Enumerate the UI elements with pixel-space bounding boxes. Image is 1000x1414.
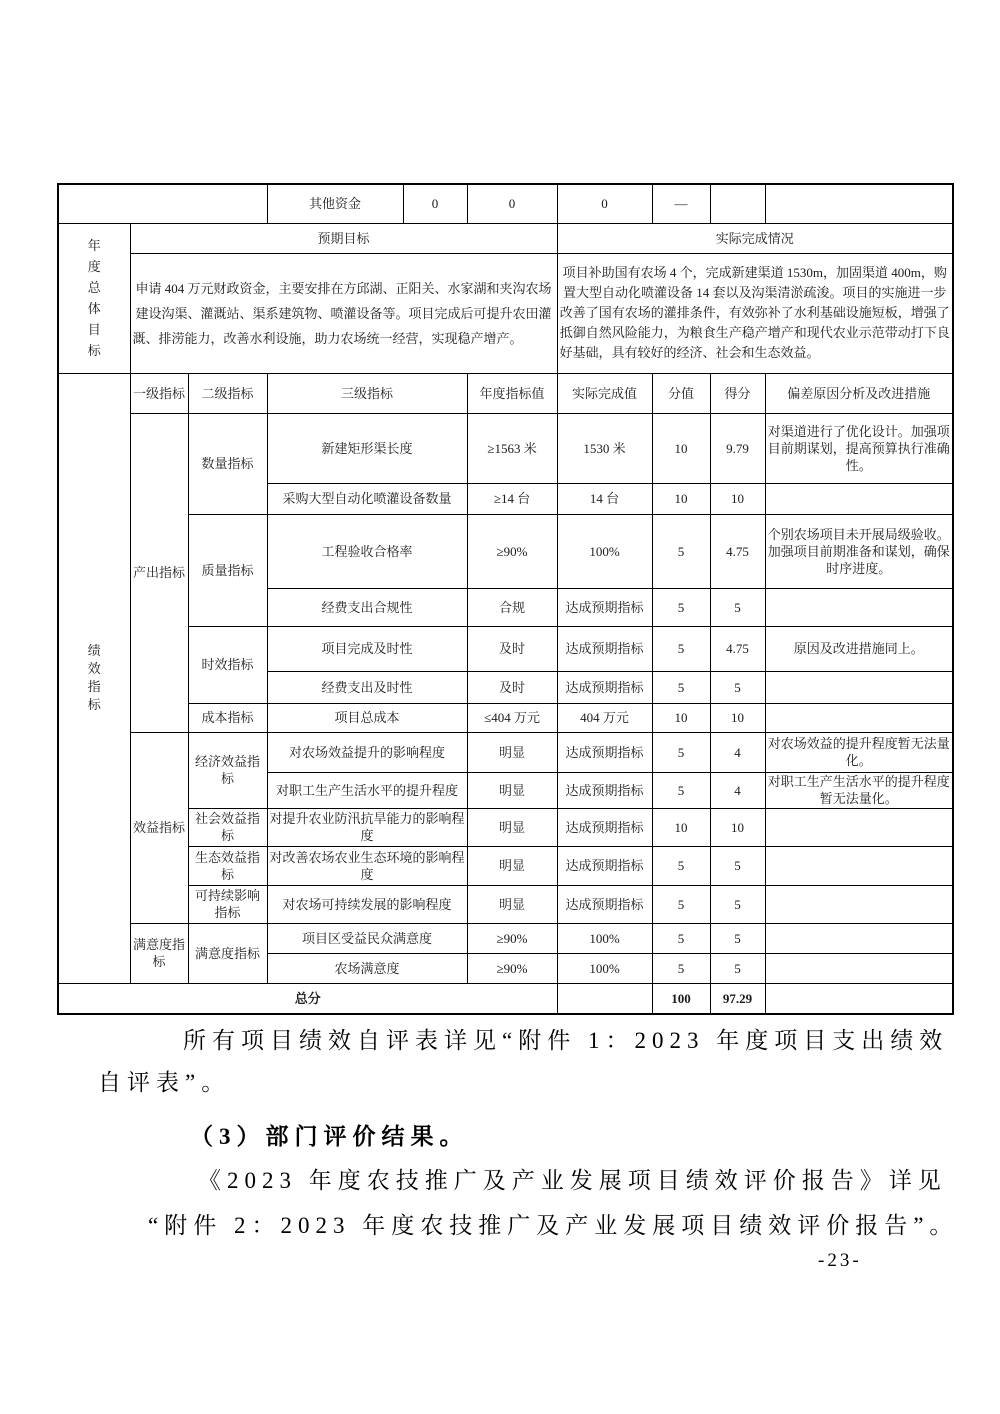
- indicator-actual: 达成预期指标: [557, 772, 652, 808]
- level2-timeliness: 时效指标: [188, 626, 267, 703]
- indicator-actual: 达成预期指标: [557, 588, 652, 626]
- funding-label: 其他资金: [267, 184, 403, 223]
- indicator-points: 10: [652, 483, 710, 514]
- indicator-score: 5: [710, 953, 765, 983]
- indicator-points: 5: [652, 671, 710, 703]
- indicator-target: ≥90%: [467, 953, 557, 983]
- indicator-points: 10: [652, 413, 710, 483]
- goal-actual-header: 实际完成情况: [557, 223, 953, 253]
- indicator-name: 对职工生产生活水平的提升程度: [267, 772, 467, 808]
- indicator-row: [58, 703, 953, 732]
- indicator-target: 明显: [467, 808, 557, 846]
- header-level2: 二级指标: [188, 373, 267, 413]
- funding-value-4: —: [652, 184, 710, 223]
- indicator-row: [58, 626, 953, 671]
- indicator-score: 4.75: [710, 626, 765, 671]
- performance-self-evaluation-table: [57, 183, 954, 1015]
- section-heading: （3）部门评价结果。: [190, 1124, 469, 1149]
- indicator-name: 经费支出及时性: [267, 671, 467, 703]
- goal-row-label: [58, 223, 130, 373]
- indicator-header-row: [58, 373, 953, 413]
- funding-row: [58, 184, 953, 223]
- header-target: 年度指标值: [467, 373, 557, 413]
- goal-expected-header: 预期目标: [130, 223, 557, 253]
- indicator-name: 对农场可持续发展的影响程度: [267, 885, 467, 923]
- indicator-score: 10: [710, 703, 765, 732]
- indicator-score: 5: [710, 885, 765, 923]
- header-points: 分值: [652, 373, 710, 413]
- indicator-target: 明显: [467, 732, 557, 772]
- indicator-row: [58, 885, 953, 923]
- indicator-deviation: [765, 953, 953, 983]
- indicator-score: 5: [710, 588, 765, 626]
- funding-value-3: 0: [557, 184, 652, 223]
- indicator-target: 明显: [467, 885, 557, 923]
- indicator-deviation: [765, 671, 953, 703]
- header-deviation: 偏差原因分析及改进措施: [765, 373, 953, 413]
- indicator-target: ≥1563 米: [467, 413, 557, 483]
- indicator-actual: 100%: [557, 953, 652, 983]
- indicator-points: 5: [652, 626, 710, 671]
- level1-satisfaction: 满意度指标: [130, 923, 188, 983]
- indicator-deviation: [765, 923, 953, 953]
- indicator-target: 明显: [467, 772, 557, 808]
- indicator-name: 农场满意度: [267, 953, 467, 983]
- header-actual: 实际完成值: [557, 373, 652, 413]
- indicator-points: 5: [652, 732, 710, 772]
- indicator-row: [58, 808, 953, 846]
- indicator-points: 5: [652, 885, 710, 923]
- total-label: 总分: [58, 983, 557, 1014]
- indicator-points: 5: [652, 846, 710, 885]
- header-level3: 三级指标: [267, 373, 467, 413]
- indicator-deviation: 对渠道进行了优化设计。加强项目前期谋划，提高预算执行准确性。: [765, 413, 953, 483]
- funding-empty-cell: [710, 184, 765, 223]
- funding-empty-cell: [765, 184, 953, 223]
- indicator-deviation: 对农场效益的提升程度暂无法量化。: [765, 732, 953, 772]
- indicator-score: 4.75: [710, 514, 765, 588]
- indicator-name: 新建矩形渠长度: [267, 413, 467, 483]
- indicator-target: 合规: [467, 588, 557, 626]
- paragraph-1-line-1: 所有项目绩效自评表详见“附件 1：2023 年度项目支出绩效: [183, 1028, 949, 1053]
- indicator-deviation: [765, 885, 953, 923]
- goal-expected-text: 申请 404 万元财政资金，主要安排在方邱湖、正阳关、水家湖和夹沟农场建设沟渠、灌溉站、渠系建筑物、喷灌设备等。项目完成后可提升农田灌溉、排涝能力，改善水利设施，助力农场统一经营，实现稳产增产。: [130, 253, 557, 373]
- level1-output: 产出指标: [130, 413, 188, 732]
- funding-value-1: 0: [403, 184, 467, 223]
- indicator-name: 对农场效益提升的影响程度: [267, 732, 467, 772]
- indicator-row: [58, 514, 953, 588]
- indicator-target: ≥14 台: [467, 483, 557, 514]
- goal-actual-text: 项目补助国有农场 4 个，完成新建渠道 1530m，加固渠道 400m，购置大型自动化喷灌设备 14 套以及沟渠清淤疏浚。项目的实施进一步改善了国有农场的灌排条件，有效弥补了水利基础设施短板，增强了抵御自然风险能力，为粮食生产稳产增产和现代农业示范带动打下良好基础，具有较好的经济、社会和生态效益。: [557, 253, 953, 373]
- indicator-actual: 达成预期指标: [557, 732, 652, 772]
- indicator-score: 5: [710, 671, 765, 703]
- indicator-actual: 达成预期指标: [557, 885, 652, 923]
- indicator-score: 4: [710, 772, 765, 808]
- indicator-target: ≤404 万元: [467, 703, 557, 732]
- indicator-deviation: 原因及改进措施同上。: [765, 626, 953, 671]
- indicator-actual: 100%: [557, 923, 652, 953]
- goal-row-label-text: 年度总体目标: [87, 238, 101, 358]
- indicator-deviation: [765, 483, 953, 514]
- indicator-score: 9.79: [710, 413, 765, 483]
- header-level1: 一级指标: [130, 373, 188, 413]
- goal-text-row: [58, 253, 953, 373]
- indicator-points: 10: [652, 808, 710, 846]
- indicator-target: 明显: [467, 846, 557, 885]
- indicator-actual: 达成预期指标: [557, 626, 652, 671]
- indicator-deviation: 个别农场项目未开展局级验收。加强项目前期准备和谋划，确保时序进度。: [765, 514, 953, 588]
- goal-header-row: [58, 223, 953, 253]
- indicator-deviation: 对职工生产生活水平的提升程度暂无法量化。: [765, 772, 953, 808]
- total-row: [58, 983, 953, 1014]
- level2-economic: 经济效益指标: [188, 732, 267, 808]
- indicator-points: 5: [652, 953, 710, 983]
- indicator-name: 经费支出合规性: [267, 588, 467, 626]
- indicator-name: 采购大型自动化喷灌设备数量: [267, 483, 467, 514]
- indicator-score: 5: [710, 923, 765, 953]
- funding-empty-cell: [58, 184, 267, 223]
- indicator-deviation: [765, 588, 953, 626]
- indicator-points: 5: [652, 772, 710, 808]
- indicator-points: 10: [652, 703, 710, 732]
- indicator-name: 项目总成本: [267, 703, 467, 732]
- indicator-deviation: [765, 846, 953, 885]
- indicator-actual: 14 台: [557, 483, 652, 514]
- indicator-row: [58, 732, 953, 772]
- indicator-target: 及时: [467, 626, 557, 671]
- indicator-actual: 达成预期指标: [557, 808, 652, 846]
- indicator-score: 10: [710, 808, 765, 846]
- indicator-actual: 404 万元: [557, 703, 652, 732]
- indicator-target: ≥90%: [467, 923, 557, 953]
- indicator-actual: 1530 米: [557, 413, 652, 483]
- page-number: -23-: [818, 1250, 862, 1271]
- indicator-name: 工程验收合格率: [267, 514, 467, 588]
- indicator-points: 5: [652, 514, 710, 588]
- indicator-points: 5: [652, 588, 710, 626]
- indicator-row: [58, 923, 953, 953]
- indicator-name: 对提升农业防汛抗旱能力的影响程度: [267, 808, 467, 846]
- indicator-row: [58, 413, 953, 483]
- total-deviation-empty: [765, 983, 953, 1014]
- indicator-score: 10: [710, 483, 765, 514]
- header-score: 得分: [710, 373, 765, 413]
- perf-corner-label: [58, 373, 130, 983]
- level1-benefit: 效益指标: [130, 732, 188, 923]
- indicator-deviation: [765, 703, 953, 732]
- total-score: 97.29: [710, 983, 765, 1014]
- total-points: 100: [652, 983, 710, 1014]
- indicator-name: 项目区受益民众满意度: [267, 923, 467, 953]
- indicator-score: 5: [710, 846, 765, 885]
- indicator-actual: 达成预期指标: [557, 671, 652, 703]
- paragraph-2-line-1: 《2023 年度农技推广及产业发展项目绩效评价报告》详见: [198, 1168, 947, 1193]
- indicator-name: 项目完成及时性: [267, 626, 467, 671]
- total-actual-empty: [557, 983, 652, 1014]
- indicator-target: ≥90%: [467, 514, 557, 588]
- perf-corner-label-text: 绩效指标: [87, 643, 101, 712]
- indicator-name: 对改善农场农业生态环境的影响程度: [267, 846, 467, 885]
- indicator-deviation: [765, 808, 953, 846]
- indicator-actual: 100%: [557, 514, 652, 588]
- level2-sustainable: 可持续影响指标: [188, 885, 267, 923]
- indicator-row: [58, 846, 953, 885]
- indicator-target: 及时: [467, 671, 557, 703]
- indicator-points: 5: [652, 923, 710, 953]
- level2-social: 社会效益指标: [188, 808, 267, 846]
- level2-satisfaction: 满意度指标: [188, 923, 267, 983]
- level2-ecological: 生态效益指标: [188, 846, 267, 885]
- level2-quality: 质量指标: [188, 514, 267, 626]
- indicator-score: 4: [710, 732, 765, 772]
- paragraph-1-line-2: 自评表”。: [98, 1070, 231, 1095]
- funding-value-2: 0: [467, 184, 557, 223]
- level2-cost: 成本指标: [188, 703, 267, 732]
- paragraph-2-line-2: “附件 2：2023 年度农技推广及产业发展项目绩效评价报告”。: [148, 1213, 959, 1238]
- indicator-actual: 达成预期指标: [557, 846, 652, 885]
- level2-quantity: 数量指标: [188, 413, 267, 514]
